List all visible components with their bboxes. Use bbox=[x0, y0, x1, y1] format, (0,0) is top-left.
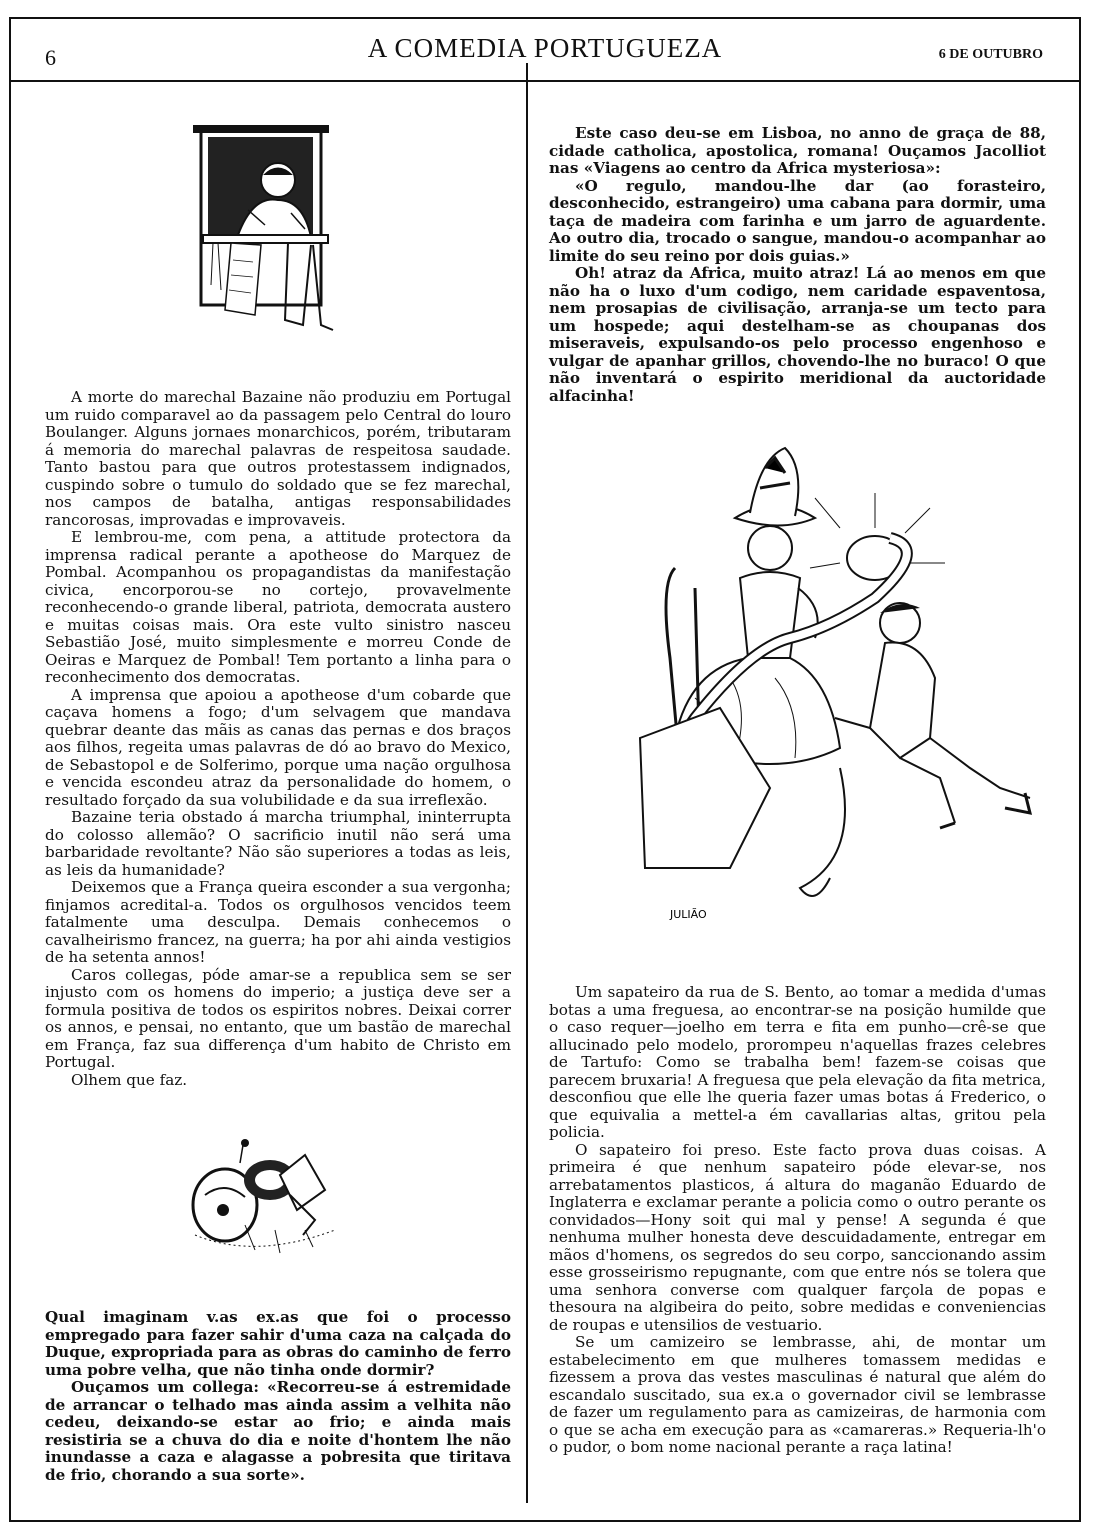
article-paragraph: Qual imaginam v.as ex.as que foi o processo empregado para fazer sahir d'uma caza na calçada do Duque, expropriada para as obras do caminho de ferro uma pobre velha, que não tinha onde dormir? bbox=[45, 1308, 511, 1379]
left-column-top-text bbox=[45, 389, 511, 1089]
article-paragraph: Deixemos que a França queira esconder a sua vergonha; finjamos acredital-a. Todos os orgulhosos vencidos teem fatalmente uma desculpa. Demais conhecemos o cavalheirismo francez, na guerra; ha por ahi ainda vestigios de ha setenta annos! bbox=[45, 878, 511, 966]
illustration-signature: JULIÃO bbox=[670, 908, 707, 921]
article-paragraph: O sapateiro foi preso. Este facto prova duas coisas. A primeira é que nenhum sapateiro póde elevar-se, nos arrebatamentos plasticos, á altura do maganão Eduardo de Inglaterra e exclamar perante a policia como o outro perante os convidados—Hony soit qui mal y pense! A segunda é que nenhuma mulher honesta deve descuidadamente, entregar em mãos d'homens, os segredos do seu corpo, sanccionando assim esse grosseirismo repugnante, com que entre nós se tolera que uma senhora converse com qualquer farçola de popas e thesoura na algibeira do peito, sobre medidas e conveniencias de roupas e utensilios de vestuario. bbox=[549, 1140, 1046, 1334]
article-paragraph: Oh! atraz da Africa, muito atraz! Lá ao menos em que não ha o luxo d'um codigo, nem caridade espaventosa, nem prosapias de civilisação, arranja-se um tecto para um hospede; aqui destelham-se as choupanas dos miseraveis, expulsando-os pelo processo engenhoso e vulgar de apanhar grillos, chovendo-lhe no buraco! O que não inventará o espirito meridional da auctoridade alfacinha! bbox=[549, 264, 1046, 405]
newspaper-title: A COMEDIA PORTUGUEZA bbox=[367, 33, 723, 63]
article-paragraph: Ouçamos um collega: «Recorreu-se á estremidade de arrancar o telhado mas ainda assim a velhita não cedeu, deixando-se estar ao frio; e ainda mais resistiria se a chuva do dia e noite d'hontem lhe não inundasse a caza e alagasse a pobresita que tiritava de frio, chorando a sua sorte». bbox=[45, 1378, 511, 1484]
issue-date: 6 DE OUTUBRO bbox=[938, 47, 1043, 62]
rubble-illustration bbox=[185, 1135, 345, 1260]
article-paragraph: A morte do marechal Bazaine não produziu em Portugal um ruido comparavel ao da passagem pelo Central do louro Boulanger. Alguns jornaes monarchicos, porém, tributaram á memoria do marechal palavras de respeitosa saudade. Tanto bastou para que outros protestassem indignados, cuspindo sobre o tumulo do soldado que se fez marechal, nos campos de batalha, antigas responsabilidades rancorosas, improvadas e improvaveis. bbox=[45, 388, 511, 529]
column-divider bbox=[526, 63, 528, 1503]
article-paragraph: Se um camizeiro se lembrasse, ahi, de montar um estabelecimento em que mulheres tomassem medidas e fizessem a prova das vestes masculinas é natural que além do escandalo suscitado, sua ex.a o governador civil se lembrasse de fazer um regulamento para as camizeiras, de harmonia com o que se acha em execução para as «camareras.» Requeria-lh'o o pudor, o bom nome nacional perante a raça latina! bbox=[549, 1333, 1046, 1456]
article-paragraph: «O regulo, mandou-lhe dar (ao forasteiro, desconhecido, estrangeiro) uma cabana para dormir, uma taça de madeira com farinha e um jarro de aguardente. Ao outro dia, trocado o sangue, mandou-o acompanhar ao limite do seu reino por dois guias.» bbox=[549, 176, 1046, 265]
right-column-bottom-text bbox=[549, 984, 1046, 1457]
article-paragraph: A imprensa que apoiou a apotheose d'um cobarde que caçava homens a fogo; d'um selvagem que mandava quebrar deante das mãis as canas das pernas e dos braços aos filhos, regeita umas palavras de dó ao bravo do Mexico, de Sebastopol e de Solferimo, porque uma nação orgulhosa e vencida escondeu atraz da personalidade do homem, o resultado forçado da sua volubilidade e da sua irreflexão. bbox=[45, 685, 511, 809]
right-column-top-text bbox=[549, 125, 1046, 405]
article-paragraph: Este caso deu-se em Lisboa, no anno de graça de 88, cidade catholica, apostolica, romana! Ouçamos Jacolliot nas «Viagens ao centro da Africa mysteriosa»: bbox=[549, 124, 1046, 177]
page-number: 6 bbox=[45, 45, 56, 70]
article-paragraph: Um sapateiro da rua de S. Bento, ao tomar a medida d'umas botas a uma freguesa, ao encontrar-se na posição humilde que o caso requer—joelho em terra e fita em punho—crê-se que allucinado pelo modelo, prorompeu n'aquellas frazes celebres de Tartufo: Como se trabalha bem! fazem-se coisas que parecem bruxaria! A freguesa que pela elevação da fita metrica, desconfiou que elle lhe queria fazer umas botas á Frederico, o que equivalia a mettel-a ém cavallarias altas, gritou pela policia. bbox=[549, 983, 1046, 1141]
left-column-bottom-text bbox=[45, 1309, 511, 1484]
article-paragraph: E lembrou-me, com pena, a attitude protectora da imprensa radical perante a apotheose do Marquez de Pombal. Acompanhou os propagandistas da manifestação civica, encorporou-se no cortejo, provavelmente reconhecendo-o grande liberal, patriota, democrata austero e muitas coisas mais. Ora este vulto sinistro nasceu Sebastião José, muito simplesmente e morreu Conde de Oeiras e Marquez de Pombal! Tem portanto a linha para o reconhecimento dos democratas. bbox=[45, 528, 511, 686]
shoemaker-illustration bbox=[600, 438, 1040, 938]
article-paragraph: Olhem que faz. bbox=[71, 1070, 188, 1089]
window-illustration bbox=[193, 125, 353, 340]
article-paragraph: Caros collegas, póde amar-se a republica sem se ser injusto com os homens do imperio; a justiça deve ser a formula positiva de todos os espiritos nobres. Deixai correr os annos, e pensai, no entanto, que um bastão de marechal em França, faz sua differença d'um habito de Christo em Portugal. bbox=[45, 965, 511, 1071]
article-paragraph: Bazaine teria obstado á marcha triumphal, ininterrupta do colosso allemão? O sacrificio inutil não será uma barbaridade revoltante? Não são superiores a todas as leis, as leis da humanidade? bbox=[45, 808, 511, 879]
masthead bbox=[11, 19, 1079, 82]
